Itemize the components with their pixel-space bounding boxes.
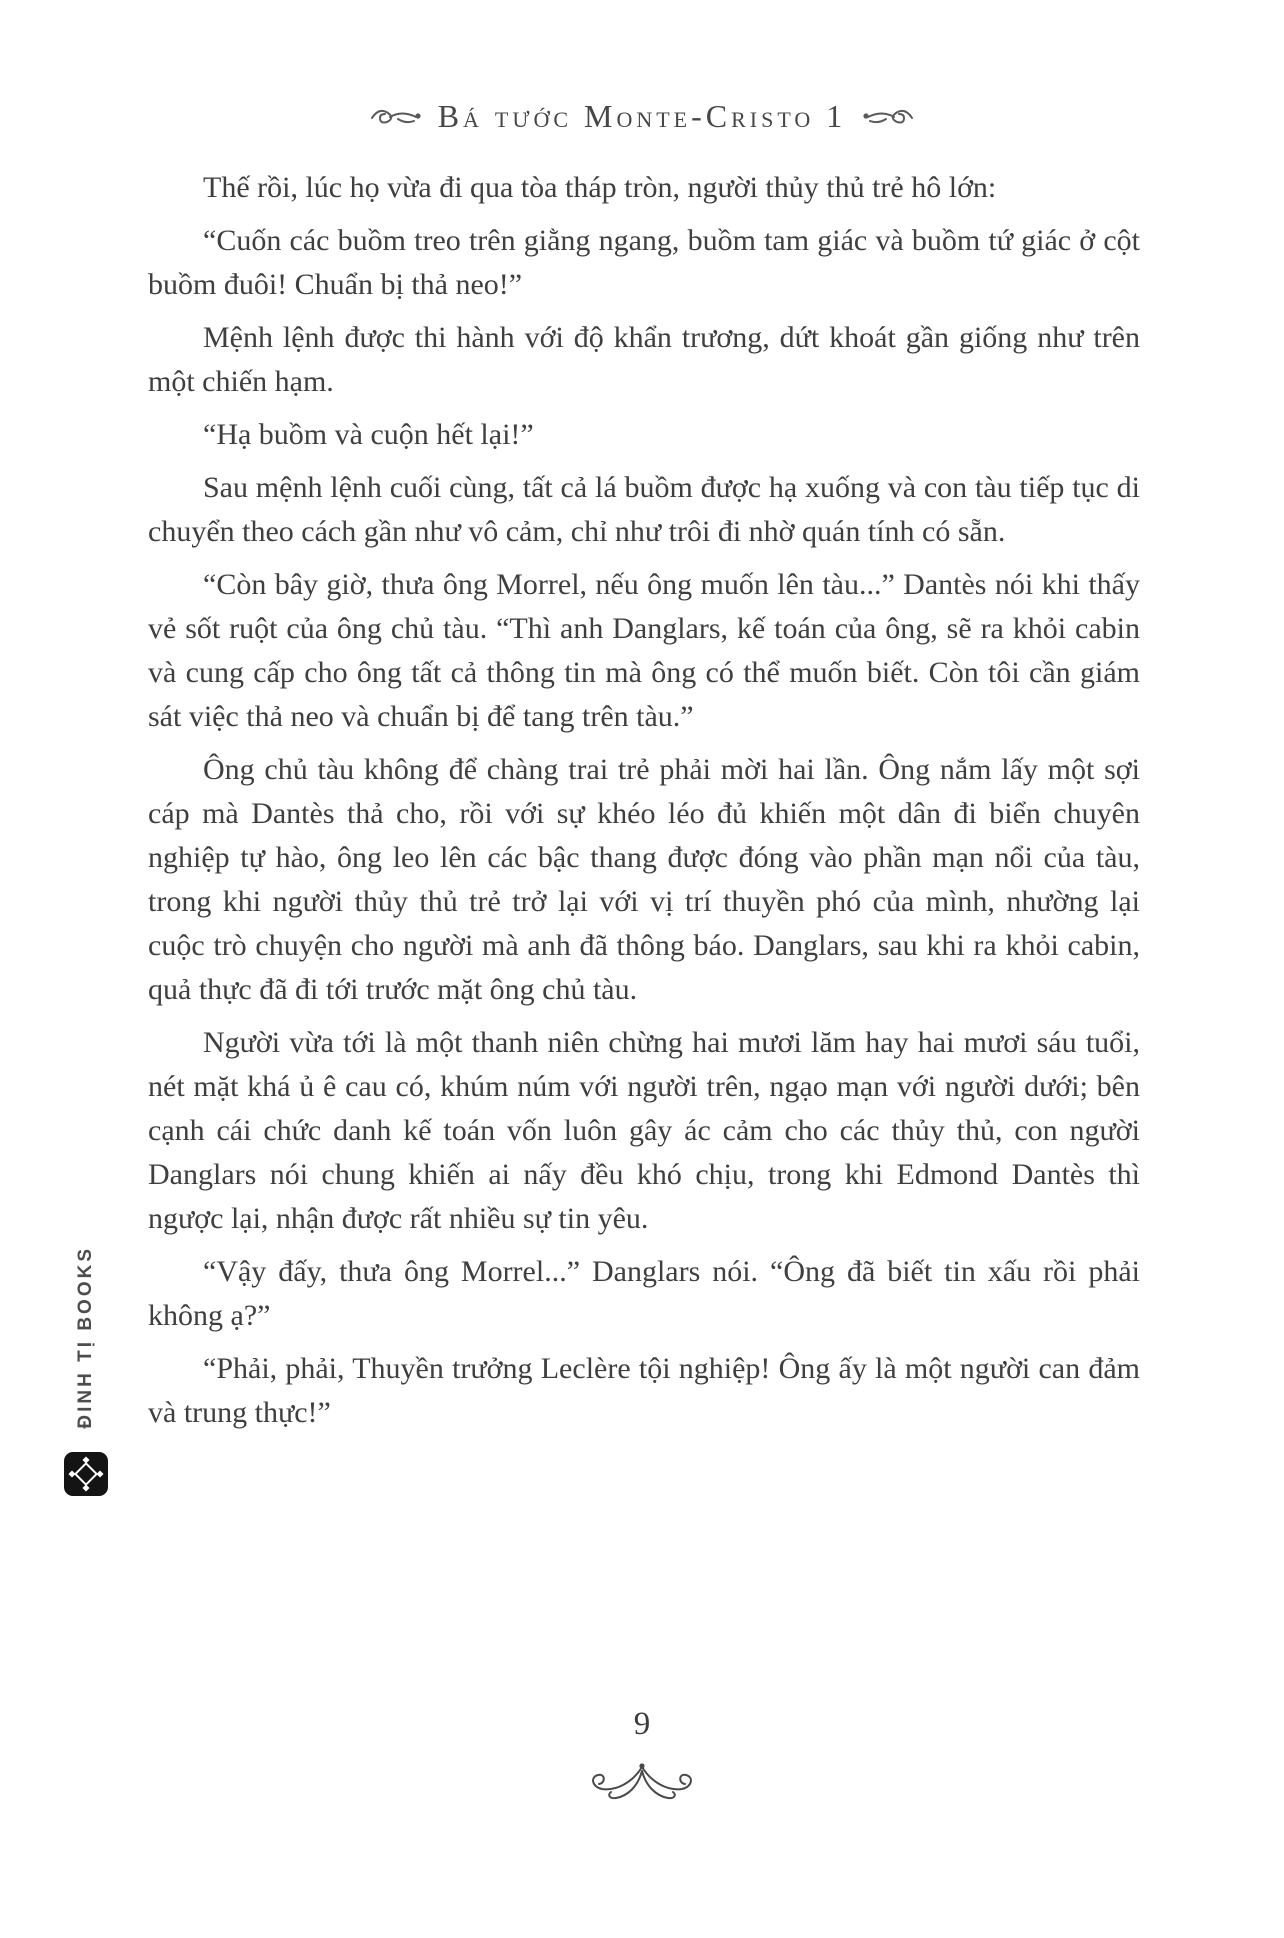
publisher-spine [58,1246,114,1497]
paragraph: “Còn bây giờ, thưa ông Morrel, nếu ông muốn lên tàu...” Dantès nói khi thấy vẻ sốt ruột của ông chủ tàu. “Thì anh Danglars, kế toán của ông, sẽ ra khỏi cabin và cung cấp cho ông tất cả thông tin mà ông có thể muốn biết. Còn tôi cần giám sát việc thả neo và chuẩn bị để tang trên tàu.” [148,568,1140,733]
header-right-flourish-icon [862,105,914,129]
body-text [148,166,1140,1444]
paragraph: Ông chủ tàu không để chàng trai trẻ phải mời hai lần. Ông nắm lấy một sợi cáp mà Dantès thả cho, rồi với sự khéo léo đủ khiến một dân đi biển chuyên nghiệp tự hào, ông leo lên các bậc thang được đóng vào phần mạn nổi của tàu, trong khi người thủy thủ trẻ trở lại với vị trí thuyền phó của mình, nhường lại cuộc trò chuyện cho người mà anh đã thông báo. Danglars, sau khi ra khỏi cabin, quả thực đã đi tới trước mặt ông chủ tàu. [148,753,1140,1006]
header-left-flourish-icon [370,105,422,129]
publisher-logo-icon [63,1451,109,1497]
book-title: Bá tước Monte-Cristo 1 [437,98,847,134]
footer-flourish-icon [572,1760,712,1806]
page-number: 9 [633,1706,651,1742]
publisher-name: ĐINH TỊ BOOKS [75,1246,96,1429]
paragraph: Thế rồi, lúc họ vừa đi qua tòa tháp tròn, người thủy thủ trẻ hô lớn: [203,171,997,204]
paragraph: Người vừa tới là một thanh niên chừng hai mươi lăm hay hai mươi sáu tuổi, nét mặt khá ủ ê cau có, khúm núm với người trên, ngạo mạn với người dưới; bên cạnh cái chức danh kế toán vốn luôn gây ác cảm cho các thủy thủ, con người Danglars nói chung khiến ai nấy đều khó chịu, trong khi Edmond Dantès thì ngược lại, nhận được rất nhiều sự tin yêu. [148,1026,1140,1235]
paragraph: Sau mệnh lệnh cuối cùng, tất cả lá buồm được hạ xuống và con tàu tiếp tục di chuyển theo cách gần như vô cảm, chỉ như trôi đi nhờ quán tính có sẵn. [148,471,1140,548]
paragraph: “Cuốn các buồm treo trên giằng ngang, buồm tam giác và buồm tứ giác ở cột buồm đuôi! Chuẩn bị thả neo!” [148,224,1140,301]
page-header [0,98,1284,135]
paragraph: Mệnh lệnh được thi hành với độ khẩn trương, dứt khoát gần giống như trên một chiến hạm. [148,321,1140,398]
paragraph: “Phải, phải, Thuyền trưởng Leclère tội nghiệp! Ông ấy là một người can đảm và trung thực!” [148,1352,1140,1429]
paragraph: “Hạ buồm và cuộn hết lại!” [203,418,534,451]
paragraph: “Vậy đấy, thưa ông Morrel...” Danglars nói. “Ông đã biết tin xấu rồi phải không ạ?” [148,1255,1140,1332]
